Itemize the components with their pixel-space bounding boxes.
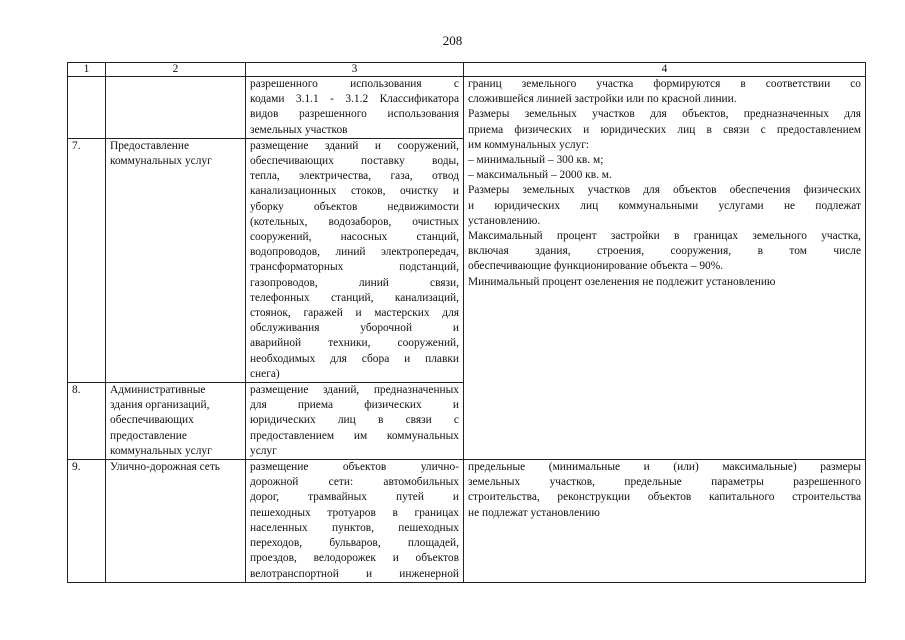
text-line: обеспечивающие функционирование объекта – 90%. — [468, 260, 724, 273]
row-number-cell: 9. — [68, 460, 106, 583]
header-cell-3: 3 — [246, 63, 464, 77]
text-line: водопроводов, линий электропередач, — [250, 246, 459, 259]
text-line: размещение объектов улично- — [250, 461, 459, 474]
text-line: юридических лиц в связи с — [250, 414, 459, 427]
text-line: видов разрешенного использования — [250, 108, 459, 121]
text-line: газопроводов, линий связи, — [250, 276, 459, 289]
text-line: строительства, реконструкции объектов капитального строительства — [468, 491, 861, 504]
text-line: предоставление — [110, 429, 187, 442]
text-line: переходов, бульваров, площадей, — [250, 537, 459, 550]
text-line: Размеры земельных участков для объектов, предназначенных для — [468, 108, 861, 121]
text-line: велотранспортной и инженерной — [250, 567, 459, 580]
text-line: земельных участков — [250, 123, 348, 136]
text-line: уборку объектов недвижимости — [250, 200, 459, 213]
text-line: земельных участков, предельные параметры разрешенного — [468, 476, 861, 489]
text-line: – минимальный – 300 кв. м; — [468, 154, 604, 167]
row-description-cell — [246, 460, 464, 583]
text-line: для приема физических и — [250, 399, 459, 412]
row-number-cell — [68, 77, 106, 139]
text-line: Минимальный процент озеленения не подлежит установлению — [468, 275, 776, 288]
header-cell-4: 4 — [464, 63, 866, 77]
table-header-row — [68, 63, 866, 77]
text-line: включая здания, строения, сооружения, в том числе — [468, 245, 861, 258]
text-line: не подлежат установлению — [468, 506, 600, 519]
row-parameters-cell — [464, 460, 866, 583]
text-line: услуг — [250, 444, 277, 457]
text-line: сложившейся линией застройки или по красной линии. — [468, 93, 737, 106]
text-line: населенных пунктов, пешеходных — [250, 521, 459, 534]
text-line: здания организаций, — [110, 399, 210, 412]
row-number-cell: 7. — [68, 138, 106, 382]
text-line: необходимых для сбора и плавки — [250, 352, 459, 365]
text-line: границ земельного участка формируются в соответствии со — [468, 78, 861, 90]
page-number: 208 — [442, 33, 463, 48]
text-line: обеспечивающих — [110, 414, 194, 427]
text-line: трансформаторных подстанций, — [250, 261, 459, 274]
text-line: дорог, трамвайных путей и — [250, 491, 459, 504]
text-line: предоставлением им коммунальных — [250, 429, 459, 442]
row-parameters-cell — [464, 77, 866, 460]
text-line: тепла, электричества, газа, отвод — [250, 170, 459, 183]
text-line: стоянок, гаражей и мастерских для — [250, 307, 459, 320]
header-cell-2: 2 — [106, 63, 246, 77]
row-name-cell — [106, 460, 246, 583]
row-description-cell — [246, 383, 464, 460]
text-line: телефонных станций, канализаций, — [250, 291, 459, 304]
text-line: сооружений, насосных станций, — [250, 231, 459, 244]
text-line: аварийной техники, сооружений, — [250, 337, 459, 350]
text-line: проездов, велодорожек и объектов — [250, 552, 459, 565]
row-name-cell — [106, 77, 246, 139]
text-line: им коммунальных услуг: — [468, 138, 590, 151]
text-line: дорожной сети: автомобильных — [250, 476, 459, 489]
text-line: коммунальных услуг — [110, 155, 212, 168]
text-line: кодами 3.1.1 - 3.1.2 Классификатора — [250, 93, 459, 106]
row-name-cell — [106, 138, 246, 382]
text-line: пешеходных тротуаров в границах — [250, 506, 459, 519]
text-line: коммунальных услуг — [110, 444, 212, 457]
text-line: канализационных стоков, очистку и — [250, 185, 459, 198]
row-number-cell: 8. — [68, 383, 106, 460]
header-cell-1: 1 — [68, 63, 106, 77]
text-line: – максимальный – 2000 кв. м. — [468, 169, 612, 182]
text-line: размещение зданий, предназначенных — [250, 384, 459, 397]
row-description-cell — [246, 138, 464, 382]
text-line: Предоставление — [110, 139, 190, 152]
row-description-cell — [246, 77, 464, 139]
table-row-9 — [68, 460, 866, 583]
text-line: приема физических и юридических лиц в связи с предоставлением — [468, 123, 861, 136]
text-line: и юридических лиц коммунальными услугами не подлежат — [468, 199, 861, 212]
text-line: установлению. — [468, 214, 541, 227]
text-line: предельные (минимальные и (или) максимальные) размеры — [468, 461, 861, 474]
text-line: Максимальный процент застройки в границах земельного участка, — [468, 230, 861, 243]
text-line: разрешенного использования с — [250, 78, 459, 90]
zoning-table — [67, 62, 866, 583]
text-line: Улично-дорожная сеть — [110, 461, 221, 474]
text-line: Административные — [110, 384, 206, 397]
text-line: размещение зданий и сооружений, — [250, 139, 459, 152]
text-line: (котельных, водозаборов, очистных — [250, 215, 459, 228]
row-name-cell — [106, 383, 246, 460]
text-line: снега) — [250, 367, 280, 380]
text-line: обеспечивающих поставку воды, — [250, 155, 459, 168]
text-line: обслуживания уборочной и — [250, 322, 459, 335]
table-row-continuation — [68, 77, 866, 139]
text-line: Размеры земельных участков для объектов обеспечения физических — [468, 184, 861, 197]
